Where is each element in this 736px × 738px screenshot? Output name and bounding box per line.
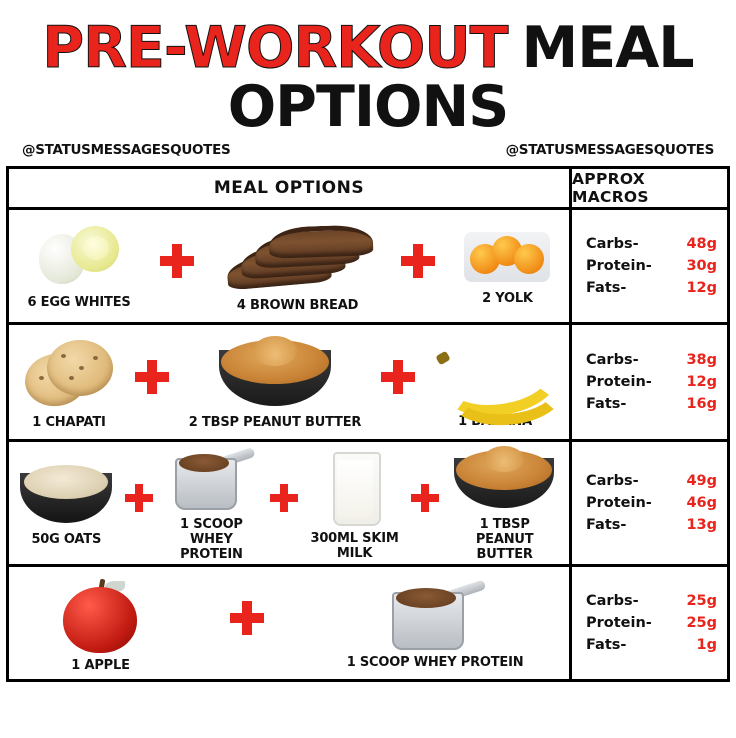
macro-carbs bbox=[586, 590, 717, 612]
macro-carbs bbox=[586, 470, 717, 492]
plus-icon bbox=[160, 244, 194, 278]
macro-value: 49g bbox=[686, 473, 717, 489]
whey-scoop-icon bbox=[380, 578, 490, 650]
row-2-macros bbox=[572, 325, 727, 439]
macro-fats bbox=[586, 393, 717, 415]
meal-item bbox=[309, 448, 401, 561]
macro-value: 1g bbox=[696, 637, 717, 653]
plus-icon bbox=[230, 601, 264, 635]
meal-item-label: 1 CHAPATI bbox=[32, 415, 106, 430]
macro-fats bbox=[586, 634, 717, 656]
meal-item bbox=[450, 446, 560, 562]
title-pre-workout: PRE-WORKOUT bbox=[42, 15, 508, 81]
plus-icon bbox=[401, 244, 435, 278]
meal-item bbox=[464, 228, 550, 306]
row-4-macros bbox=[572, 567, 727, 679]
meal-item-label: 1 SCOOP WHEY PROTEIN bbox=[180, 517, 243, 562]
meal-item-label: 1 APPLE bbox=[71, 658, 130, 673]
brown-bread-icon bbox=[223, 221, 373, 293]
handle-left: @STATUSMESSAGESQUOTES bbox=[22, 142, 231, 158]
macro-label: Protein- bbox=[586, 258, 652, 274]
macro-value: 30g bbox=[686, 258, 717, 274]
chapati-icon bbox=[23, 336, 115, 410]
meal-item bbox=[189, 336, 361, 430]
plus-icon bbox=[270, 484, 298, 512]
table-header-row bbox=[9, 169, 727, 210]
macro-label: Protein- bbox=[586, 615, 652, 631]
macro-label: Fats- bbox=[586, 280, 627, 296]
table-row bbox=[9, 325, 727, 442]
meal-item-label: 2 YOLK bbox=[482, 291, 533, 306]
meal-item bbox=[23, 336, 115, 430]
peanut-butter-bowl-icon bbox=[450, 446, 560, 512]
macro-label: Carbs- bbox=[586, 236, 639, 252]
meal-item bbox=[347, 578, 524, 670]
row-1-items bbox=[9, 210, 572, 322]
plus-icon bbox=[135, 360, 169, 394]
peanut-butter-bowl-icon bbox=[213, 336, 337, 410]
meal-item-label: 1 TBSP PEANUT BUTTER bbox=[475, 517, 534, 562]
macro-label: Fats- bbox=[586, 396, 627, 412]
row-2-items bbox=[9, 325, 572, 439]
apple-icon bbox=[55, 575, 147, 653]
page-title-line-1 bbox=[8, 15, 728, 81]
banana-icon bbox=[435, 337, 555, 409]
macro-protein bbox=[586, 492, 717, 514]
title-options: OPTIONS bbox=[227, 74, 509, 140]
macro-value: 38g bbox=[686, 352, 717, 368]
row-4-items bbox=[9, 567, 572, 679]
macro-label: Carbs- bbox=[586, 593, 639, 609]
macro-value: 25g bbox=[686, 615, 717, 631]
column-header-approx-macros: APPROX MACROS bbox=[572, 170, 649, 206]
macro-carbs bbox=[586, 349, 717, 371]
meal-item-label: 300ML SKIM MILK bbox=[310, 530, 399, 561]
title-meal: MEAL bbox=[521, 15, 694, 81]
meal-item-label: 2 TBSP PEANUT BUTTER bbox=[188, 415, 362, 430]
meal-item-label: 1 BANANA bbox=[458, 414, 532, 429]
macro-label: Carbs- bbox=[586, 473, 639, 489]
macro-label: Fats- bbox=[586, 517, 627, 533]
table-row bbox=[9, 567, 727, 679]
macro-value: 12g bbox=[686, 280, 717, 296]
header bbox=[0, 0, 736, 158]
macro-protein bbox=[586, 612, 717, 634]
meal-item bbox=[435, 337, 555, 429]
milk-glass-icon bbox=[325, 448, 385, 526]
table-row bbox=[9, 442, 727, 567]
plus-icon bbox=[125, 484, 153, 512]
macro-value: 25g bbox=[686, 593, 717, 609]
macro-protein bbox=[586, 255, 717, 277]
meal-item-label: 50G OATS bbox=[31, 532, 102, 547]
macro-label: Protein- bbox=[586, 374, 652, 390]
macro-value: 48g bbox=[686, 236, 717, 252]
meal-item bbox=[18, 461, 114, 547]
plus-icon bbox=[411, 484, 439, 512]
handle-right: @STATUSMESSAGESQUOTES bbox=[505, 142, 714, 158]
meal-options-table bbox=[6, 166, 730, 682]
macro-label: Protein- bbox=[586, 495, 652, 511]
macro-value: 13g bbox=[686, 517, 717, 533]
macro-protein bbox=[586, 371, 717, 393]
row-1-macros bbox=[572, 210, 727, 322]
meal-item bbox=[223, 221, 373, 313]
meal-item-label: 6 EGG WHITES bbox=[27, 295, 131, 310]
plus-icon bbox=[381, 360, 415, 394]
macro-value: 46g bbox=[686, 495, 717, 511]
oats-bowl-icon bbox=[18, 461, 114, 527]
table-row bbox=[9, 210, 727, 325]
macro-value: 16g bbox=[686, 396, 717, 412]
macro-fats bbox=[586, 277, 717, 299]
meal-item bbox=[27, 224, 130, 310]
whey-scoop-icon bbox=[165, 446, 257, 512]
macro-fats bbox=[586, 514, 717, 536]
meal-item bbox=[55, 575, 147, 673]
meal-item-label: 4 BROWN BREAD bbox=[236, 298, 359, 313]
macro-carbs bbox=[586, 233, 717, 255]
meal-item-label: 1 SCOOP WHEY PROTEIN bbox=[346, 655, 524, 670]
column-header-meal-options: MEAL OPTIONS bbox=[9, 169, 572, 207]
macro-value: 12g bbox=[686, 374, 717, 390]
row-3-macros bbox=[572, 442, 727, 564]
row-3-items bbox=[9, 442, 572, 564]
egg-yolks-icon bbox=[464, 228, 550, 286]
egg-whites-icon bbox=[37, 224, 121, 290]
macro-label: Carbs- bbox=[586, 352, 639, 368]
meal-item bbox=[163, 446, 259, 562]
macro-label: Fats- bbox=[586, 637, 627, 653]
